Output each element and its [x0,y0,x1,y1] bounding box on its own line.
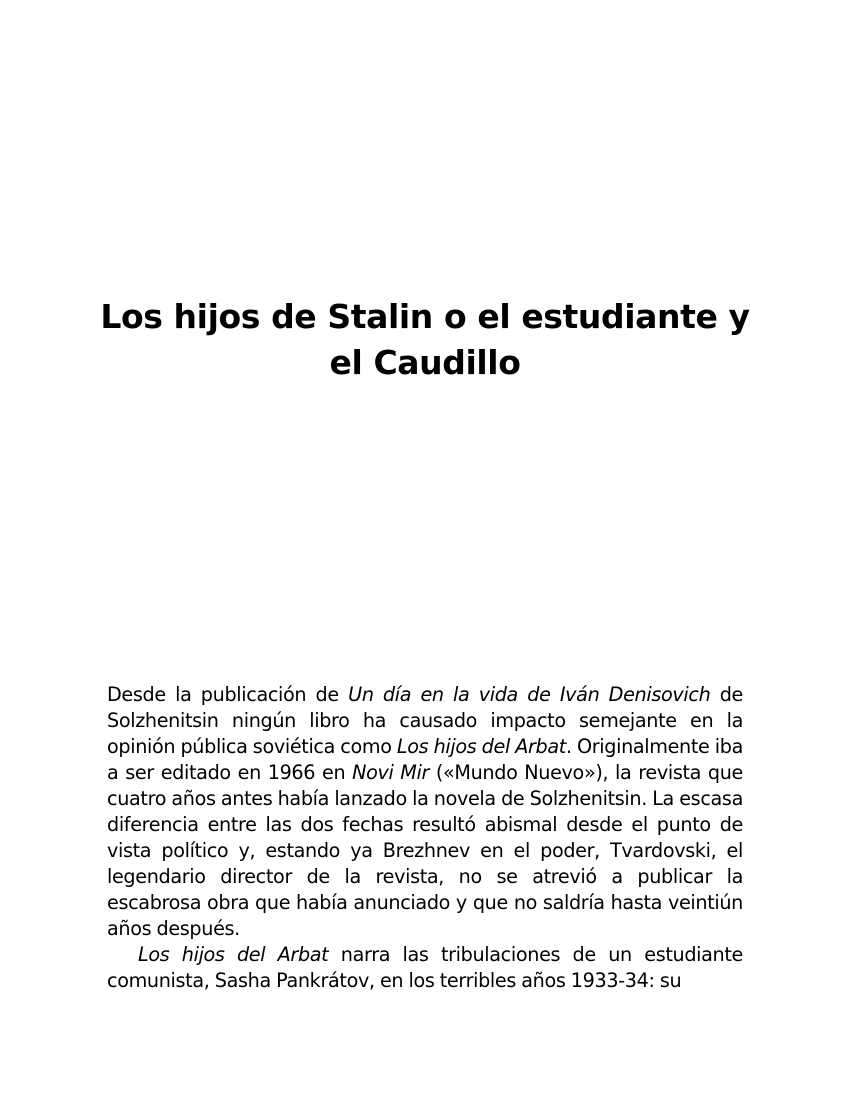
body-text [107,682,743,994]
book-title-los-hijos: Los hijos del Arbat [138,943,329,966]
text-segment: Desde la publicación de [107,683,349,706]
text-segment: . Originalmente iba a ser editado en 1966 en [107,735,743,784]
text-segment: («Mundo Nuevo»), la revista que cuatro años antes había lanzado la novela de Solzhenitsin. La escasa diferencia entre las dos fechas resultó abismal desde el punto de vista político y, estando ya Brezhnev en el poder, Tvardovski, el legendario director de la revista, no se atrevió a publicar la escabrosa obra que había anunciado y que no saldría hasta veintiún años después. [107,761,743,940]
magazine-title-novi-mir: Novi Mir [352,761,430,784]
book-title-los-hijos: Los hijos del Arbat [396,735,566,758]
page-title-line-1: Los hijos de Stalin o el estudiante y [100,297,750,336]
text-segment: narra las tribulaciones de un estudiante comunista, Sasha Pankrátov, en los terribles años 1933-34: su [107,943,743,992]
book-title-un-dia: Un día en la vida de Iván Denisovich [348,683,711,706]
page-title [100,294,750,386]
page-title-line-2: el Caudillo [329,343,521,382]
paragraph-2 [107,942,743,994]
paragraph-1 [107,682,743,942]
text-segment: de Solzhenitsin ningún libro ha causado impacto semejante en la opinión pública soviética como [107,683,743,758]
